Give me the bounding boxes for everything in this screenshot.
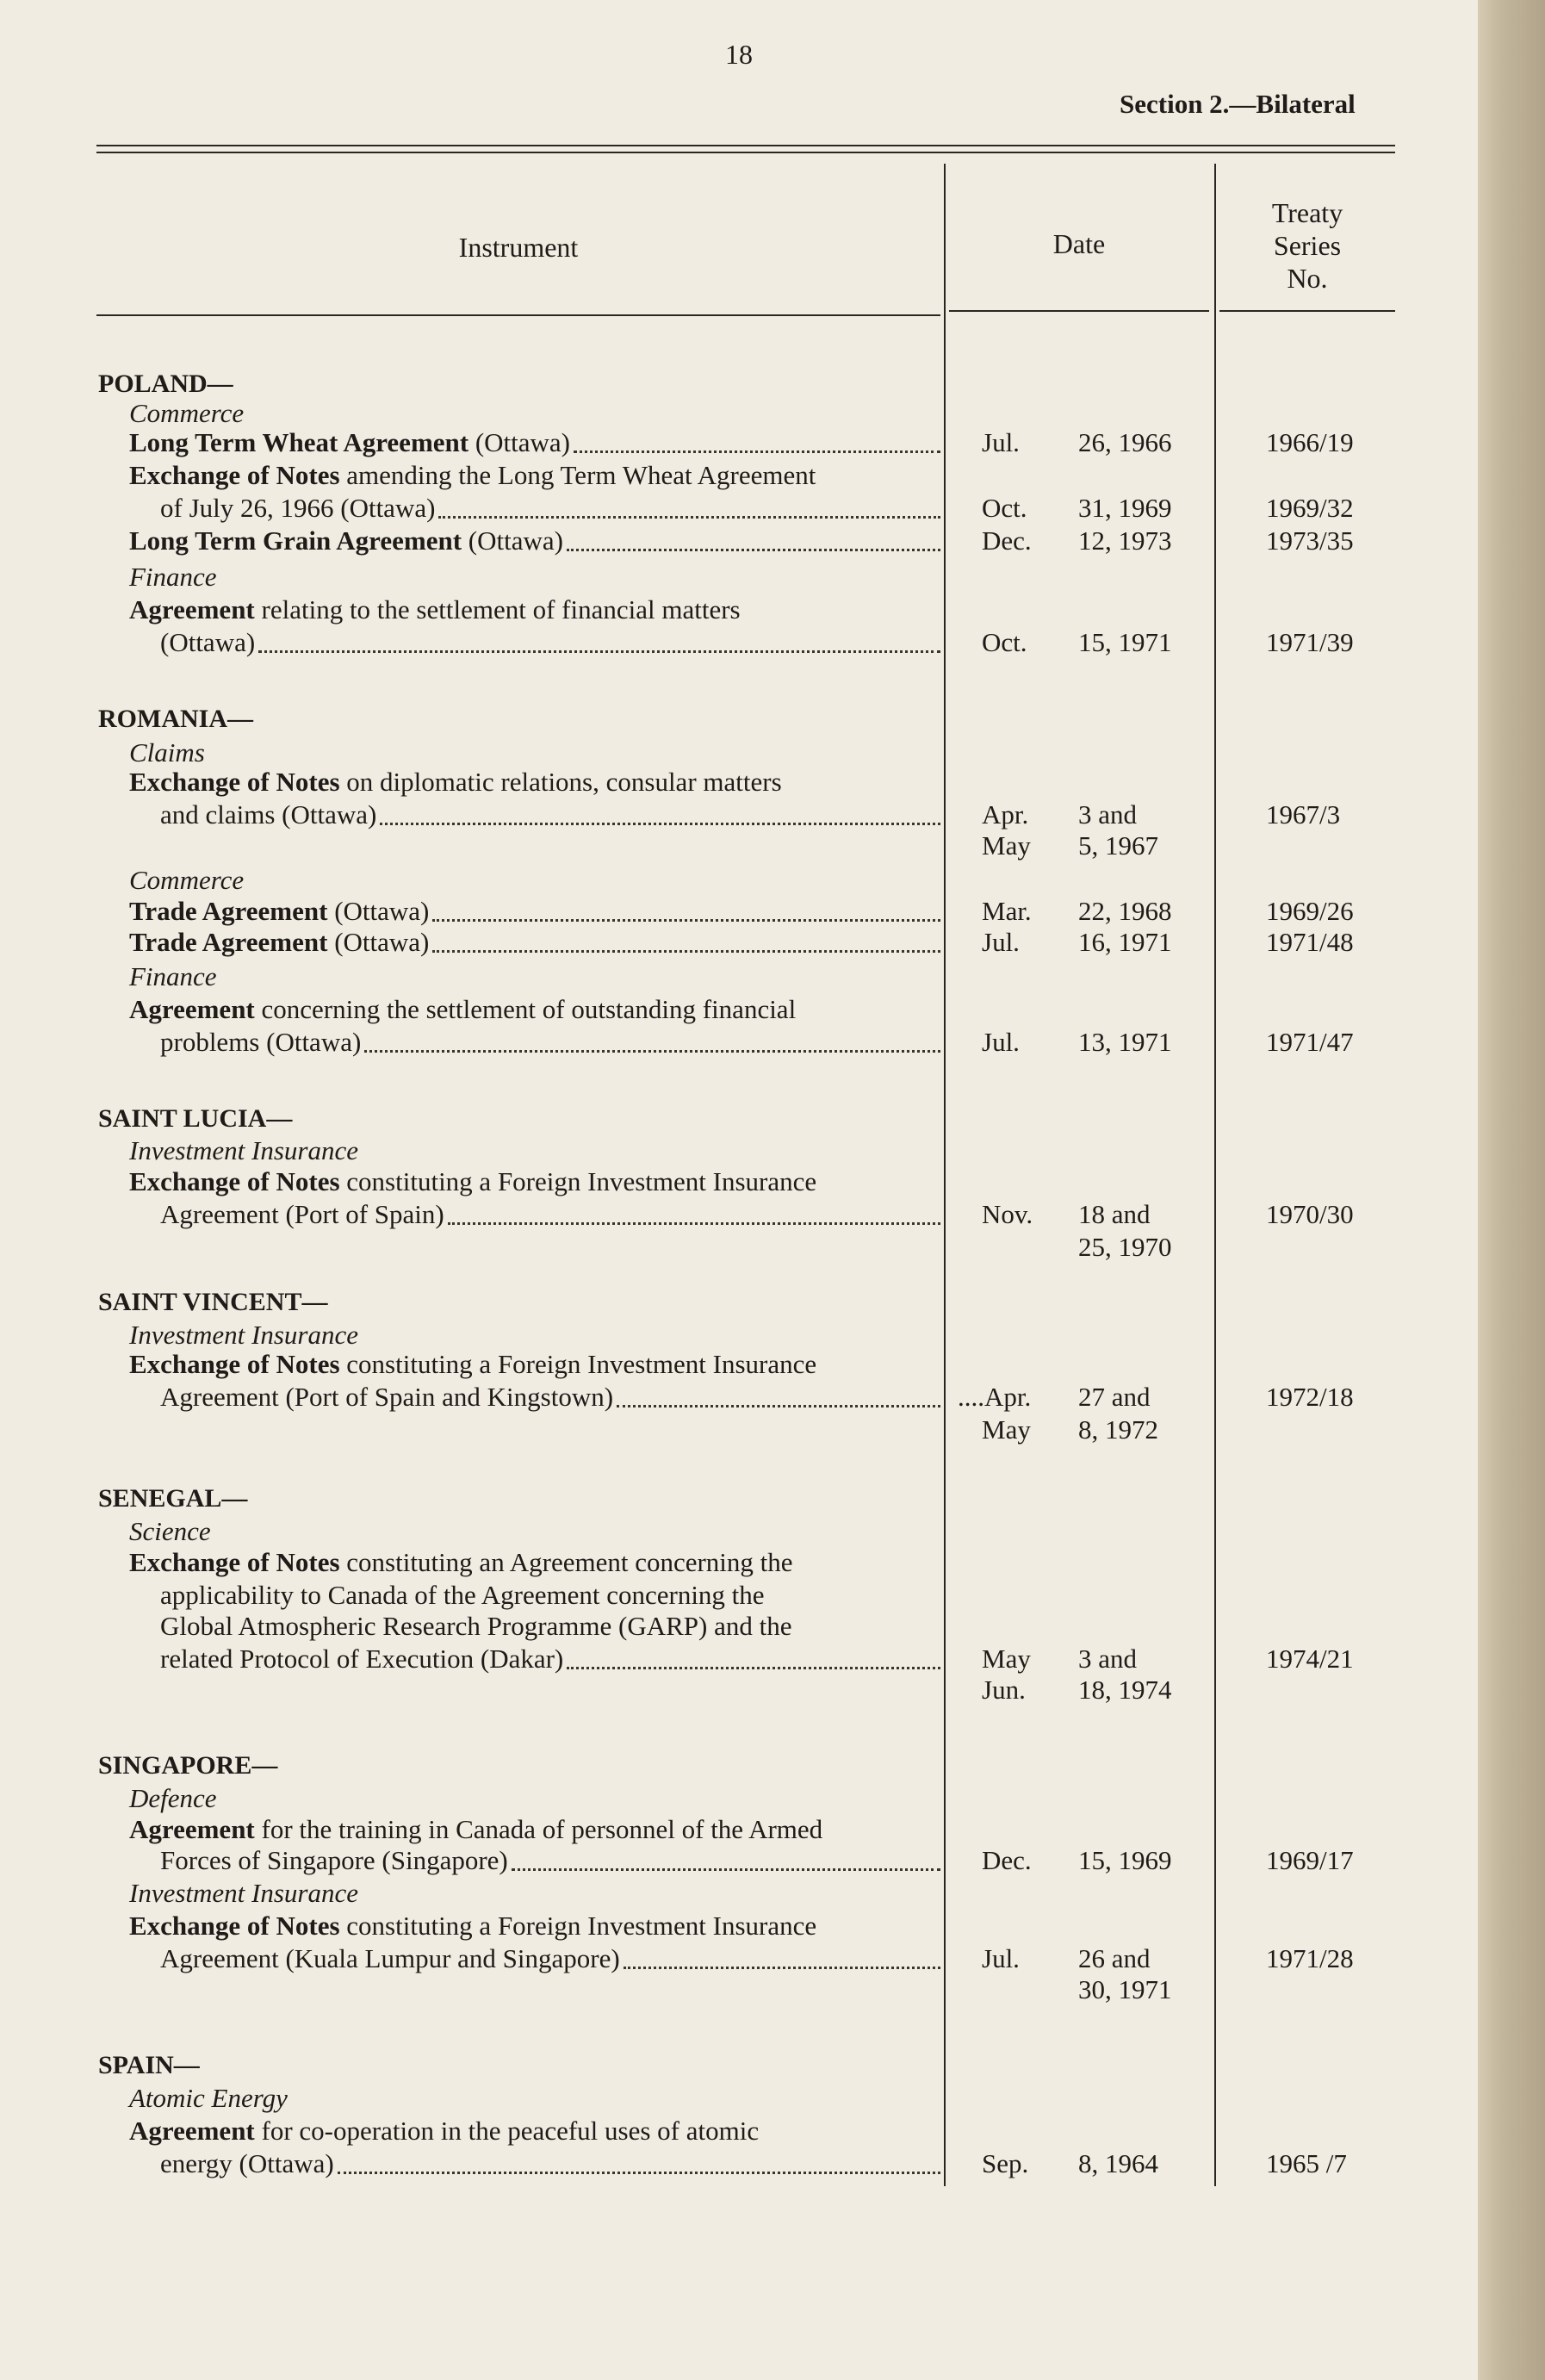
date-month: Sep. [982, 2148, 1029, 2178]
page-number: 18 [725, 39, 753, 70]
treaty-row [0, 1675, 1478, 1706]
tsn-header-line-2: Series [1273, 230, 1342, 261]
treaty-row [0, 1199, 1478, 1230]
instrument-text [129, 1320, 358, 1351]
treaty-row [0, 525, 1478, 556]
instrument-text [129, 767, 782, 798]
instrument-description: Agreement (Kuala Lumpur and Singapore) [160, 1943, 620, 1973]
instrument-description: Investment Insurance [129, 1878, 358, 1908]
dot-leader [567, 1667, 940, 1669]
category-heading [0, 1135, 1478, 1166]
instrument-text [98, 2050, 200, 2081]
tsn-header-line-3: No. [1287, 263, 1328, 294]
treaty-series-number: 1970/30 [1266, 1199, 1354, 1229]
treaty-row [0, 1611, 1478, 1642]
country-heading [0, 1103, 1478, 1134]
dot-leader [338, 2172, 940, 2174]
instrument-description: related Protocol of Execution (Dakar) [160, 1644, 564, 1674]
instrument-description: Defence [129, 1783, 217, 1813]
instrument-text [129, 961, 217, 992]
instrument-text [160, 1611, 792, 1642]
instrument-description: Atomic Energy [129, 2083, 288, 2113]
country-heading [0, 1287, 1478, 1318]
treaty-series-number: 1974/21 [1266, 1644, 1354, 1674]
instrument-description: constituting a Foreign Investment Insurance [339, 1911, 817, 1941]
instrument-text [98, 1750, 277, 1781]
date-day-year: 26, 1966 [1078, 427, 1172, 457]
instrument-description: Agreement (Port of Spain) [160, 1199, 444, 1229]
treaty-row [0, 1943, 1478, 1974]
date-day-year: 15, 1969 [1078, 1845, 1172, 1875]
country-heading [0, 369, 1478, 400]
date-day-year: 5, 1967 [1078, 830, 1158, 861]
treaty-series-number: 1971/48 [1266, 927, 1354, 957]
section-title: Section 2.—Bilateral [1120, 89, 1356, 119]
date-month: Jun. [982, 1675, 1026, 1705]
treaty-row [0, 427, 1478, 458]
date-month: Dec. [982, 1845, 1032, 1875]
instrument-text [129, 398, 244, 429]
instrument-text [98, 704, 253, 735]
instrument-description: Agreement (Port of Spain and Kingstown) [160, 1382, 614, 1412]
instrument-text [160, 1943, 620, 1974]
instrument-text [160, 1845, 508, 1876]
instrument-description: SAINT LUCIA— [98, 1104, 293, 1133]
treaty-series-number: 1972/18 [1266, 1382, 1354, 1412]
column-header-instrument: Instrument [458, 232, 579, 263]
instrument-description: (Ottawa) [160, 627, 256, 657]
country-heading [0, 1483, 1478, 1514]
instrument-description: SAINT VINCENT— [98, 1288, 328, 1316]
dot-leader [258, 650, 940, 653]
date-day-year: 16, 1971 [1078, 927, 1172, 957]
instrument-text [160, 1199, 444, 1230]
date-month: ....Apr. [958, 1382, 1032, 1412]
instrument-description: Finance [129, 961, 217, 991]
date-day-year: 31, 1969 [1078, 493, 1172, 523]
instrument-type: Exchange of Notes [129, 1166, 340, 1196]
treaty-series-number: 1973/35 [1266, 525, 1354, 556]
treaty-row [0, 896, 1478, 927]
instrument-description: problems (Ottawa) [160, 1027, 362, 1057]
dot-leader [364, 1050, 940, 1053]
category-heading [0, 1516, 1478, 1547]
instrument-text [129, 525, 563, 556]
instrument-description: Commerce [129, 398, 245, 428]
instrument-type: Long Term Wheat Agreement [129, 427, 469, 457]
treaty-row [0, 1547, 1478, 1578]
instrument-text [129, 1911, 816, 1942]
date-month: Oct. [982, 493, 1027, 523]
treaty-row [0, 994, 1478, 1025]
instrument-text [129, 562, 217, 593]
date-day-year: 25, 1970 [1078, 1232, 1172, 1262]
date-day-year: 26 and [1078, 1943, 1151, 1973]
treaty-row [0, 1814, 1478, 1845]
instrument-description: amending the Long Term Wheat Agreement [339, 460, 816, 490]
instrument-description: concerning the settlement of outstanding financial [254, 994, 797, 1024]
instrument-description: Science [129, 1516, 211, 1546]
instrument-description: Forces of Singapore (Singapore) [160, 1845, 508, 1875]
instrument-text [129, 427, 570, 458]
treaty-row [0, 493, 1478, 524]
instrument-description: Finance [129, 562, 217, 592]
date-month: Mar. [982, 896, 1032, 926]
instrument-description: for the training in Canada of personnel of the Armed [254, 1814, 823, 1844]
dot-leader [624, 1967, 940, 1969]
instrument-type: Trade Agreement [129, 896, 328, 926]
instrument-text [129, 1878, 358, 1909]
date-month: Jul. [982, 1943, 1020, 1973]
instrument-type: Exchange of Notes [129, 1349, 340, 1379]
treaty-row [0, 1349, 1478, 1380]
date-day-year: 22, 1968 [1078, 896, 1172, 926]
country-heading [0, 2050, 1478, 2081]
treaty-row [0, 1414, 1478, 1445]
instrument-description: ROMANIA— [98, 705, 253, 733]
instrument-text [129, 865, 244, 896]
instrument-description: (Ottawa) [462, 525, 563, 556]
treaty-series-number: 1967/3 [1266, 799, 1341, 830]
instrument-text [98, 1103, 292, 1134]
treaty-row [0, 1845, 1478, 1876]
instrument-text [98, 369, 233, 400]
category-heading [0, 562, 1478, 593]
treaty-row [0, 627, 1478, 658]
treaty-row [0, 594, 1478, 625]
treaty-series-number: 1966/19 [1266, 427, 1354, 457]
instrument-description: Claims [129, 737, 205, 767]
date-month: Nov. [982, 1199, 1033, 1229]
instrument-text [129, 1166, 816, 1197]
instrument-description: of July 26, 1966 (Ottawa) [160, 493, 436, 523]
dot-leader [567, 549, 940, 551]
date-day-year: 12, 1973 [1078, 525, 1172, 556]
instrument-description: (Ottawa) [468, 427, 571, 457]
treaty-series-number: 1971/28 [1266, 1943, 1354, 1973]
date-month: May [982, 1644, 1031, 1674]
category-heading [0, 737, 1478, 768]
date-day-year: 27 and [1078, 1382, 1151, 1412]
instrument-text [160, 2148, 334, 2179]
treaty-row [0, 460, 1478, 491]
instrument-description: constituting a Foreign Investment Insurance [339, 1166, 817, 1196]
instrument-description: Commerce [129, 865, 245, 895]
treaty-row [0, 1644, 1478, 1675]
date-month: May [982, 830, 1031, 861]
category-heading [0, 2083, 1478, 2114]
instrument-text [129, 594, 741, 625]
category-heading [0, 961, 1478, 992]
date-day-year: 15, 1971 [1078, 627, 1172, 657]
date-day-year: 3 and [1078, 1644, 1138, 1674]
date-month: Jul. [982, 1027, 1020, 1057]
treaty-row [0, 1911, 1478, 1942]
instrument-text [160, 1580, 765, 1611]
date-day-year: 3 and [1078, 799, 1138, 830]
instrument-description: energy (Ottawa) [160, 2148, 334, 2178]
instrument-description: constituting an Agreement concerning the [339, 1547, 793, 1577]
instrument-description: for co-operation in the peaceful uses of atomic [254, 2116, 760, 2146]
treaty-row [0, 830, 1478, 861]
treaty-row [0, 1580, 1478, 1611]
instrument-description: and claims (Ottawa) [160, 799, 377, 830]
instrument-text [129, 2083, 288, 2114]
dot-leader [380, 823, 940, 825]
instrument-text [98, 1483, 247, 1514]
treaty-row [0, 1232, 1478, 1263]
treaty-series-number: 1969/32 [1266, 493, 1354, 523]
country-heading [0, 1750, 1478, 1781]
instrument-type: Exchange of Notes [129, 1911, 340, 1941]
dot-leader [438, 516, 940, 519]
date-month: Apr. [982, 799, 1029, 830]
date-month: Dec. [982, 525, 1032, 556]
tsn-header-line-1: Treaty [1271, 197, 1343, 228]
treaty-row [0, 1974, 1478, 2005]
instrument-description: applicability to Canada of the Agreement concerning the [160, 1580, 765, 1610]
dot-leader [448, 1222, 940, 1225]
instrument-type: Exchange of Notes [129, 460, 340, 490]
instrument-text [129, 1783, 217, 1814]
instrument-description: SENEGAL— [98, 1484, 248, 1513]
instrument-description: POLAND— [98, 370, 233, 398]
instrument-description: relating to the settlement of financial matters [254, 594, 741, 625]
treaty-row [0, 767, 1478, 798]
instrument-text [129, 927, 429, 958]
date-day-year: 13, 1971 [1078, 1027, 1172, 1057]
instrument-text [160, 799, 376, 830]
instrument-text [129, 994, 796, 1025]
instrument-text [129, 1135, 358, 1166]
instrument-description: SINGAPORE— [98, 1751, 278, 1780]
dot-leader [617, 1405, 940, 1407]
category-heading [0, 1320, 1478, 1351]
column-header-date: Date [1052, 228, 1106, 259]
instrument-description: constituting a Foreign Investment Insurance [339, 1349, 817, 1379]
treaty-row [0, 1382, 1478, 1413]
instrument-description: (Ottawa) [327, 896, 430, 926]
date-day-year: 18 and [1078, 1199, 1151, 1229]
dot-leader [432, 950, 940, 953]
instrument-text [129, 2116, 759, 2147]
category-heading [0, 1783, 1478, 1814]
instrument-type: Agreement [129, 2116, 255, 2146]
treaty-series-number: 1971/47 [1266, 1027, 1354, 1057]
category-heading [0, 1878, 1478, 1909]
instrument-text [129, 737, 205, 768]
instrument-text [160, 1382, 613, 1413]
instrument-text [129, 1349, 816, 1380]
country-heading [0, 704, 1478, 735]
instrument-type: Trade Agreement [129, 927, 328, 957]
dot-leader [512, 1868, 940, 1871]
treaty-series-number: 1965 /7 [1266, 2148, 1347, 2178]
treaty-series-number: 1969/26 [1266, 896, 1354, 926]
instrument-text [129, 1516, 211, 1547]
instrument-text [160, 1027, 361, 1058]
instrument-text [129, 896, 429, 927]
instrument-text [160, 1644, 563, 1675]
date-day-year: 30, 1971 [1078, 1974, 1172, 2004]
treaty-row [0, 799, 1478, 830]
treaty-series-number: 1969/17 [1266, 1845, 1354, 1875]
treaty-row [0, 927, 1478, 958]
date-day-year: 8, 1972 [1078, 1414, 1158, 1445]
treaty-series-number: 1971/39 [1266, 627, 1354, 657]
instrument-description: Global Atmospheric Research Programme (GARP) and the [160, 1611, 792, 1641]
instrument-text [160, 627, 255, 658]
instrument-type: Agreement [129, 594, 255, 625]
instrument-text [129, 1814, 822, 1845]
instrument-type: Exchange of Notes [129, 767, 340, 797]
instrument-description: SPAIN— [98, 2051, 200, 2079]
date-month: Jul. [982, 927, 1020, 957]
date-month: Jul. [982, 427, 1020, 457]
treaty-row [0, 1166, 1478, 1197]
treaty-row [0, 2148, 1478, 2179]
instrument-text [129, 1547, 793, 1578]
treaty-row [0, 1027, 1478, 1058]
instrument-description: (Ottawa) [327, 927, 430, 957]
date-day-year: 18, 1974 [1078, 1675, 1172, 1705]
instrument-description: on diplomatic relations, consular matters [339, 767, 782, 797]
dot-leader [574, 451, 940, 453]
instrument-type: Long Term Grain Agreement [129, 525, 462, 556]
date-month: Oct. [982, 627, 1027, 657]
date-day-year: 8, 1964 [1078, 2148, 1158, 2178]
instrument-type: Agreement [129, 1814, 255, 1844]
instrument-type: Exchange of Notes [129, 1547, 340, 1577]
instrument-text [160, 493, 435, 524]
date-month: May [982, 1414, 1031, 1445]
book-page-edge [1478, 0, 1545, 2380]
instrument-text [129, 460, 816, 491]
treaty-row [0, 2116, 1478, 2147]
category-heading [0, 398, 1478, 429]
instrument-description: Investment Insurance [129, 1135, 358, 1165]
category-heading [0, 865, 1478, 896]
instrument-text [98, 1287, 327, 1318]
instrument-type: Agreement [129, 994, 255, 1024]
dot-leader [432, 919, 940, 922]
instrument-description: Investment Insurance [129, 1320, 358, 1350]
